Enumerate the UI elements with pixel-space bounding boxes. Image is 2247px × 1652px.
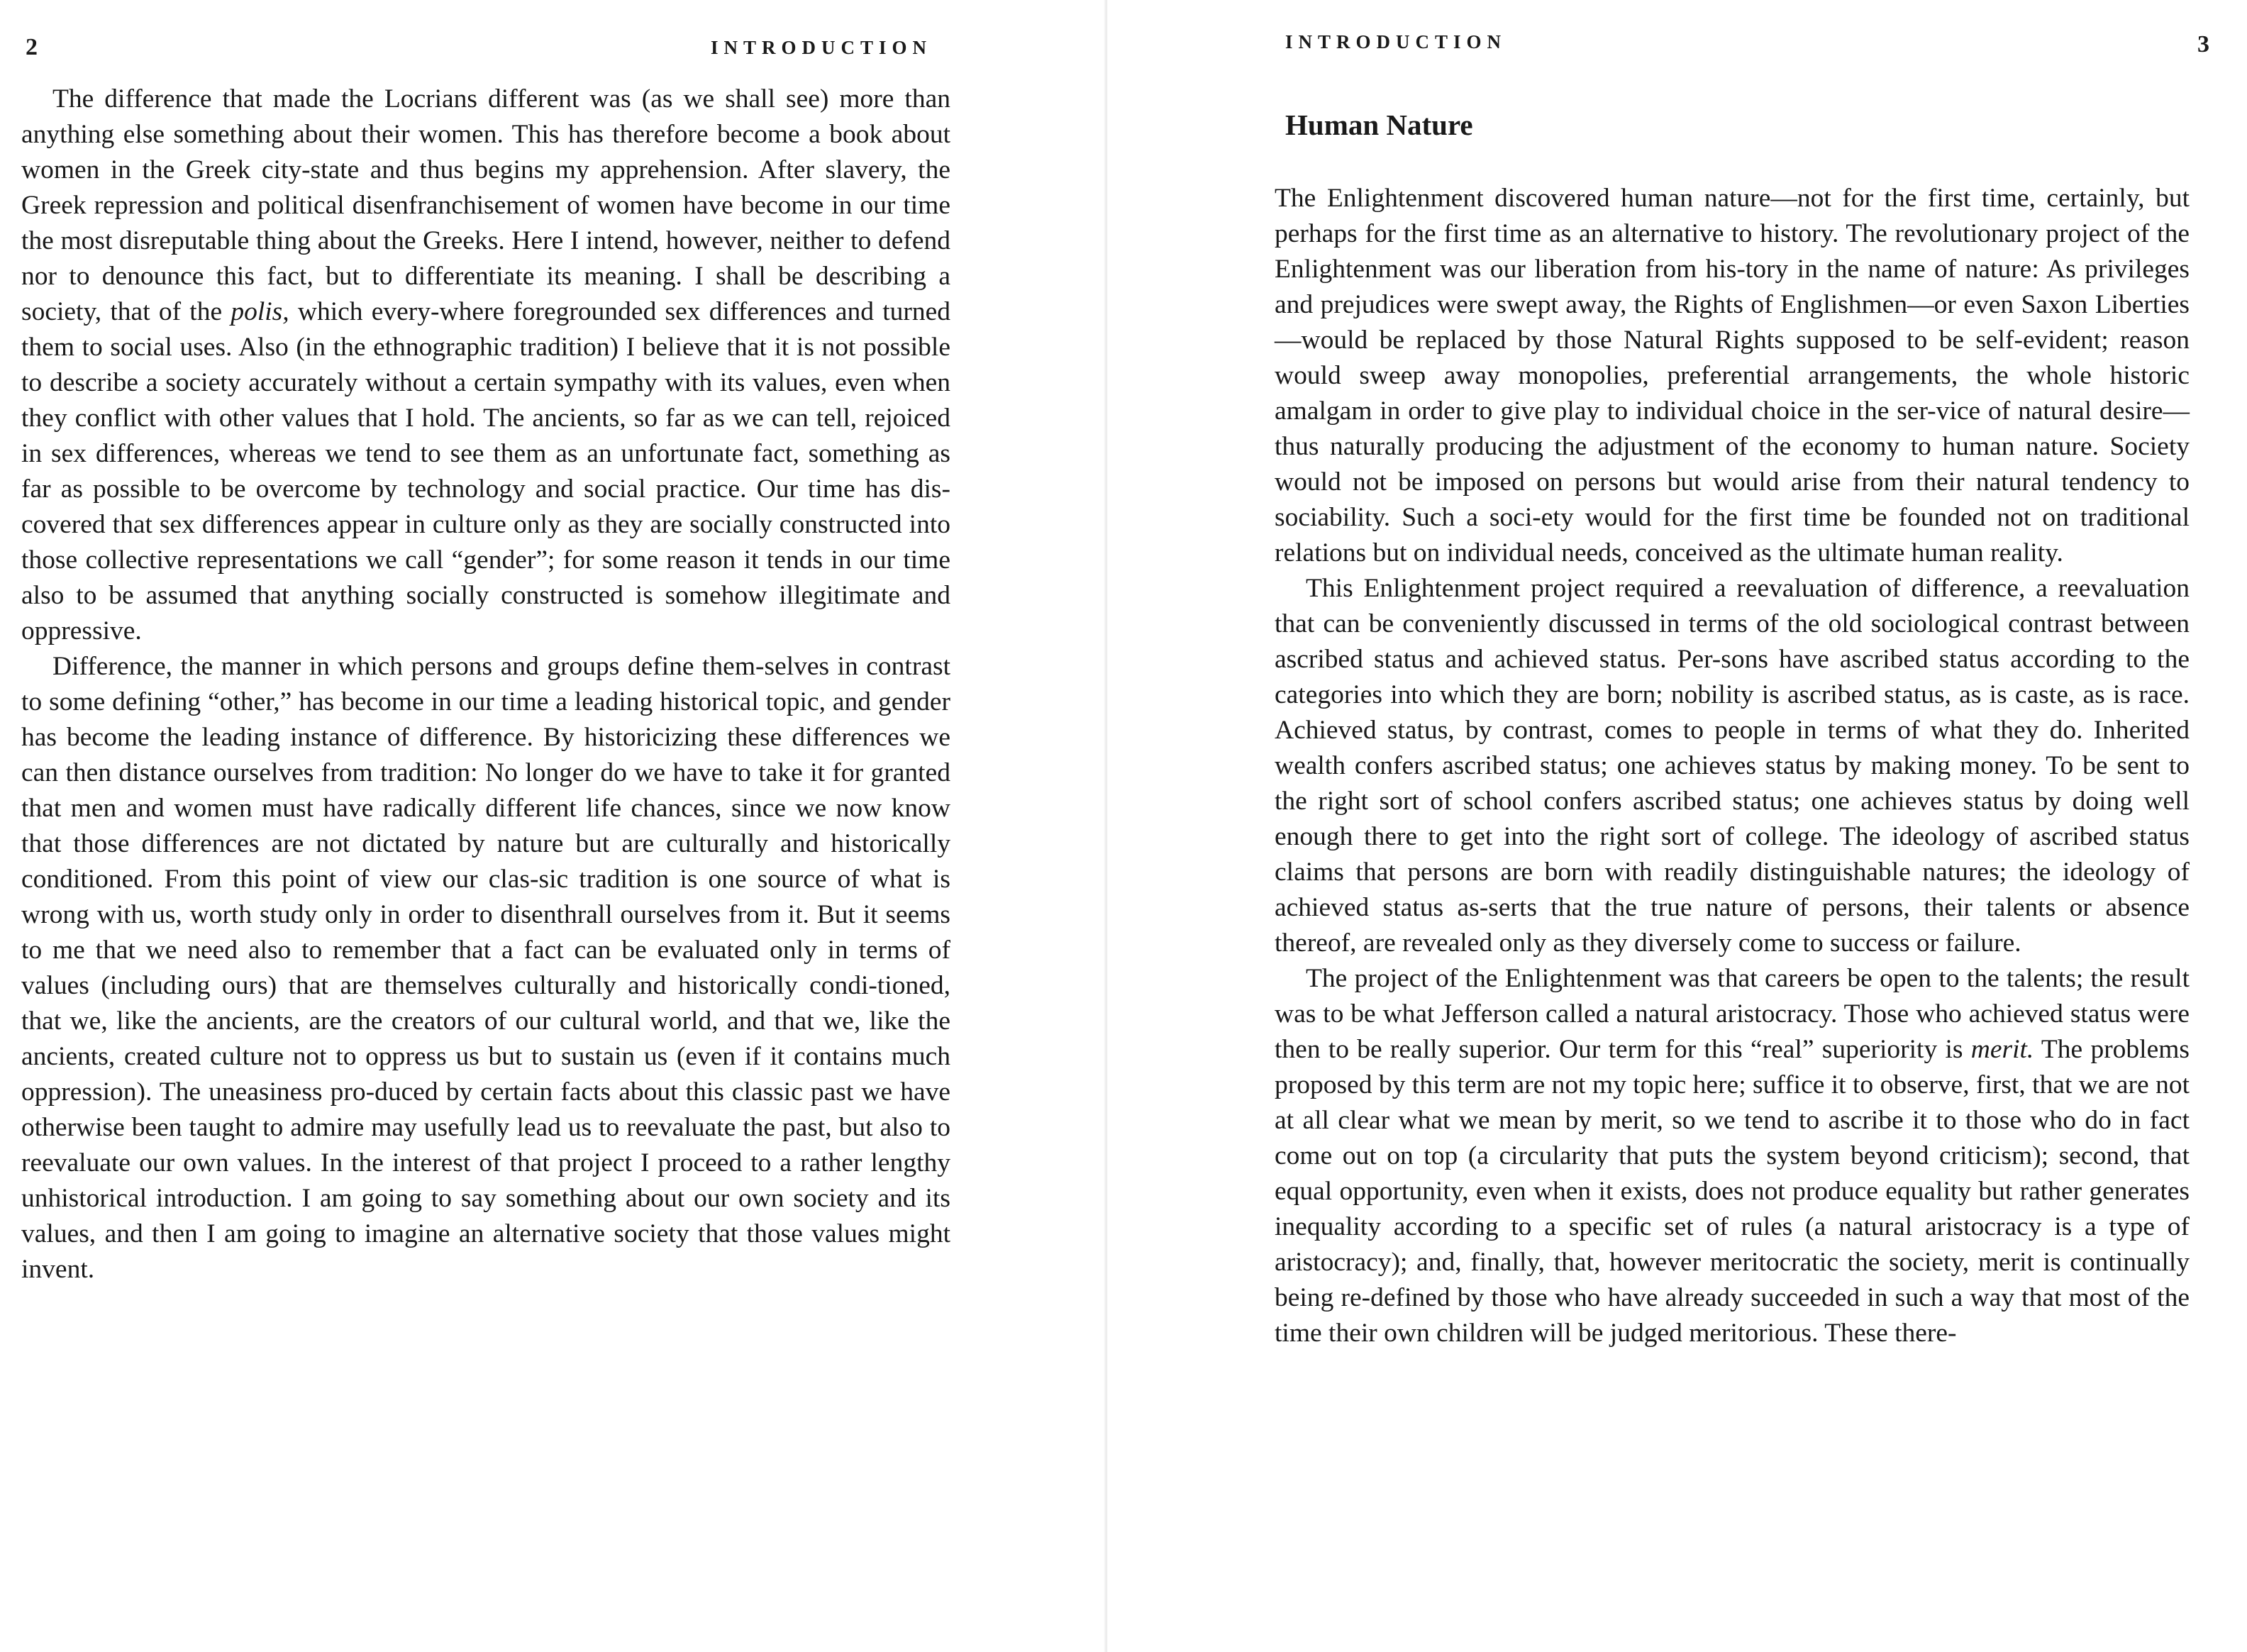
paragraph (1275, 961, 2190, 1351)
section-heading: Human Nature (1285, 109, 1473, 141)
running-head: INTRODUCTION (1285, 31, 1507, 52)
italic-term: merit. (1970, 1035, 2034, 1064)
page-number: 2 (26, 34, 38, 60)
paragraph: The Enlightenment discovered human nature—not for the first time, certainly, but perhaps for the first time as an alternative to history. The revolutionary project of the Enlightenment was our liberation from his-tory in the name of nature: As privileges and prejudices were swept away, the Rights of Englishmen—or even Saxon Liberties—would be replaced by those Natural Rights supposed to be self-evident; reason would sweep away monopolies, preferential arrangements, the whole historic amalgam in order to give play to individual choice in the ser-vice of natural desire—thus naturally producing the adjustment of the economy to human nature. Society would not be imposed on persons but would arise from their natural tendency to sociability. Such a soci-ety would for the first time be founded not on traditional relations but on individual needs, conceived as the ultimate human reality. (1275, 184, 2190, 567)
page-number: 3 (2197, 31, 2209, 57)
right-page (1106, 0, 2247, 1652)
paragraph-text: The difference that made the Locrians different was (as we shall see) more than anything else something about their women. This has therefore become a book about women in the Greek city-state and thus begins my apprehension. After slavery, the Greek repression and political disenfranchisement of women have become in our time the most disreputable thing about the Greeks. Here I intend, however, neither to defend nor to denounce this fact, but to differentiate its meaning. I shall be describing a society, that of the (21, 84, 950, 326)
italic-term: polis, (231, 297, 289, 326)
paragraph-text: The problems proposed by this term are not my topic here; suffice it to observe, first, that we are not at all clear what we mean by merit, so we tend to ascribe it to those who do in fact come out on top (a circularity that puts the system beyond criticism); second, that equal opportunity, even when it exists, does not produce equality but rather generates inequality according to a specific set of rules (a natural aristocracy is a type of aristocracy); and, finally, that, however meritocratic the society, merit is continually being re-defined by those who have already succeeded in such a way that most of the time their own children will be judged meritorious. These there- (1275, 1035, 2190, 1348)
left-page (0, 0, 1106, 1652)
paragraph-text: which every-where foregrounded sex differences and turned them to social uses. Also (in the ethnographic tradition) I believe that it is not possible to describe a society accurately without a certain sympathy with its values, even when they conflict with other values that I hold. The ancients, so far as we can tell, rejoiced in sex differences, whereas we tend to see them as an unfortunate fact, something as far as possible to be overcome by technology and social practice. Our time has dis-covered that sex differences appear in culture only as they are socially constructed into those collective representations we call “gender”; for some reason it tends in our time also to be assumed that anything socially constructed is somehow illegitimate and oppressive. (21, 297, 950, 645)
paragraph-text: The project of the Enlightenment was that careers be open to the talents; the result was to be what Jefferson called a natural aristocracy. Those who achieved status were then to be really superior. Our term for this “real” superiority is (1275, 964, 2190, 1064)
paragraph: This Enlightenment project required a reevaluation of difference, a reevaluation that can be conveniently discussed in terms of the old sociological contrast between ascribed status and achieved status. Per-sons have ascribed status according to the categories into which they are born; nobility is ascribed status, as is caste, as is race. Achieved status, by contrast, comes to people in terms of what they do. Inherited wealth confers ascribed status; one achieves status by making money. To be sent to the right sort of school confers ascribed status; one achieves status by doing well enough there to get into the right sort of college. The ideology of ascribed status claims that persons are born with readily distinguishable natures; the ideology of achieved status as-serts that the true nature of persons, their talents or absence thereof, are revealed only as they diversely come to success or failure. (1275, 574, 2190, 958)
body-text (1275, 181, 2190, 1351)
paragraph: Difference, the manner in which persons and groups define them-selves in contrast to some defining “other,” has become in our time a leading historical topic, and gender has become the leading instance of difference. By historicizing these differences we can then distance ourselves from tradition: No longer do we have to take it for granted that men and women must have radically different life chances, since we now know that those differences are not dictated by nature but are culturally and historically conditioned. From this point of view our clas-sic tradition is one source of what is wrong with us, worth study only in order to disenthrall ourselves from it. But it seems to me that we need also to remember that a fact can be evaluated only in terms of values (including ours) that are themselves culturally and historically condi-tioned, that we, like the ancients, are the creators of our cultural world, and that we, like the ancients, created culture not to oppress us but to sustain us (even if it contains much oppression). The uneasiness pro-duced by certain facts about this classic past we have otherwise been taught to admire may usefully lead us to reevaluate the past, but also to reevaluate our own values. In the interest of that project I proceed to a rather lengthy unhistorical introduction. I am going to say something about our own society and its values, and then I am going to imagine an alternative society that those values might invent. (21, 652, 950, 1284)
running-head: INTRODUCTION (711, 37, 933, 58)
paragraph (21, 82, 950, 649)
body-text (21, 82, 950, 1287)
